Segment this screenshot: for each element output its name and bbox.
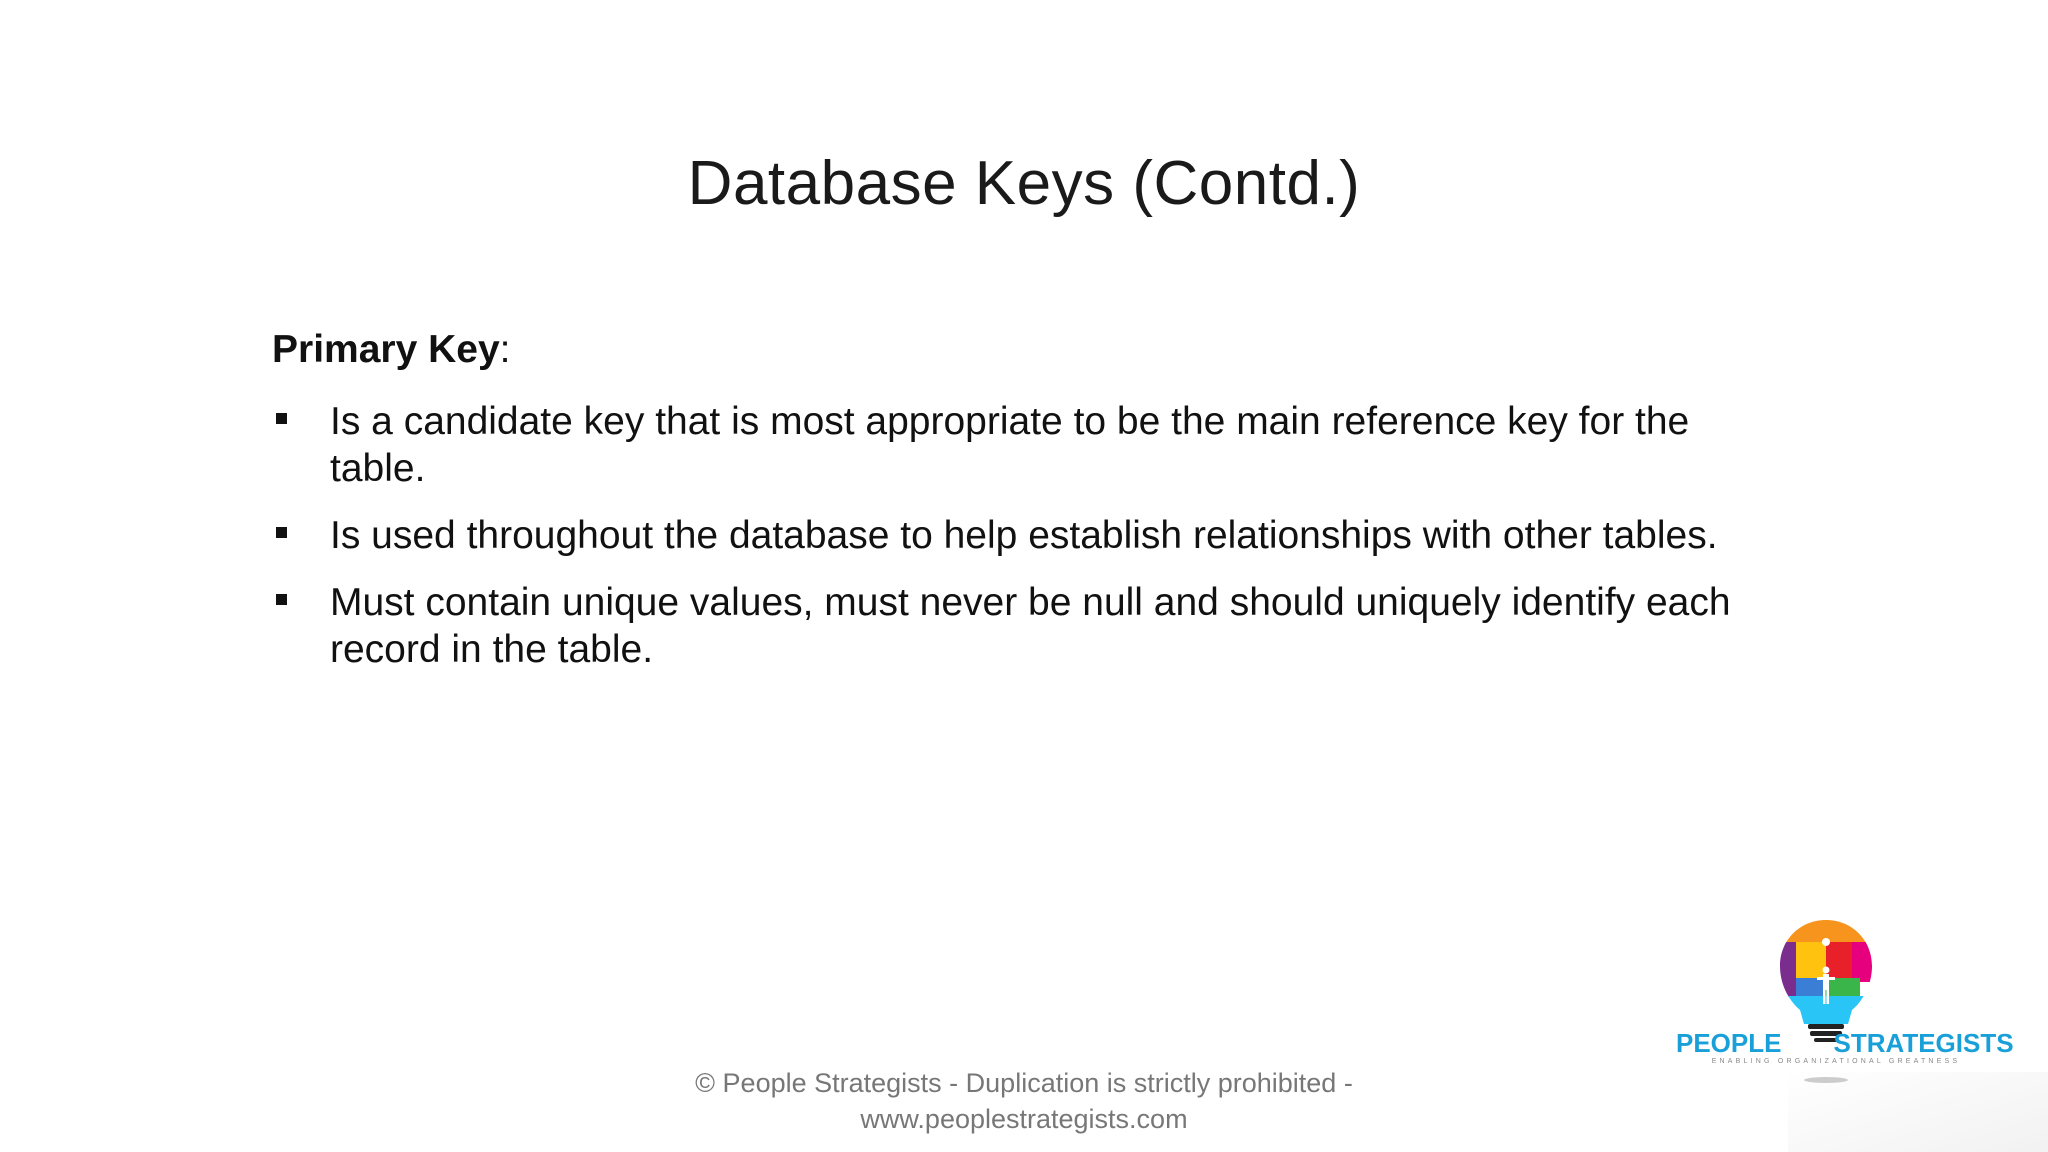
company-logo	[1676, 912, 2014, 1102]
square-bullet-icon	[276, 527, 287, 538]
section-heading-colon: :	[499, 328, 511, 371]
lightbulb-puzzle-icon	[1676, 912, 1996, 1102]
logo-tagline: ENABLING ORGANIZATIONAL GREATNESS	[1711, 1058, 1961, 1065]
square-bullet-icon	[276, 413, 287, 424]
square-bullet-icon	[276, 594, 287, 605]
bullet-item	[272, 579, 1792, 673]
section-heading	[272, 328, 1792, 372]
logo-word-people: PEOPLE	[1676, 1028, 1782, 1058]
logo-wordmark	[1676, 1028, 2014, 1059]
footer-line-1: © People Strategists - Duplication is strictly prohibited -	[695, 1068, 1353, 1098]
bullet-text: Is a candidate key that is most appropriate to be the main reference key for the table.	[330, 400, 1690, 490]
bullet-item	[272, 398, 1792, 492]
footer-line-2: www.peoplestrategists.com	[860, 1104, 1188, 1134]
bullet-list	[272, 398, 1792, 673]
bullet-text: Is used throughout the database to help establish relationships with other tables.	[330, 514, 1718, 557]
slide-title: Database Keys (Contd.)	[687, 149, 1361, 218]
bullet-text: Must contain unique values, must never be null and should uniquely identify each record in the table.	[330, 581, 1731, 671]
logo-word-strategists: STRATEGISTS	[1833, 1028, 2014, 1058]
section-heading-label: Primary Key	[272, 328, 500, 371]
bullet-item	[272, 512, 1792, 559]
slide-content	[272, 328, 1792, 693]
